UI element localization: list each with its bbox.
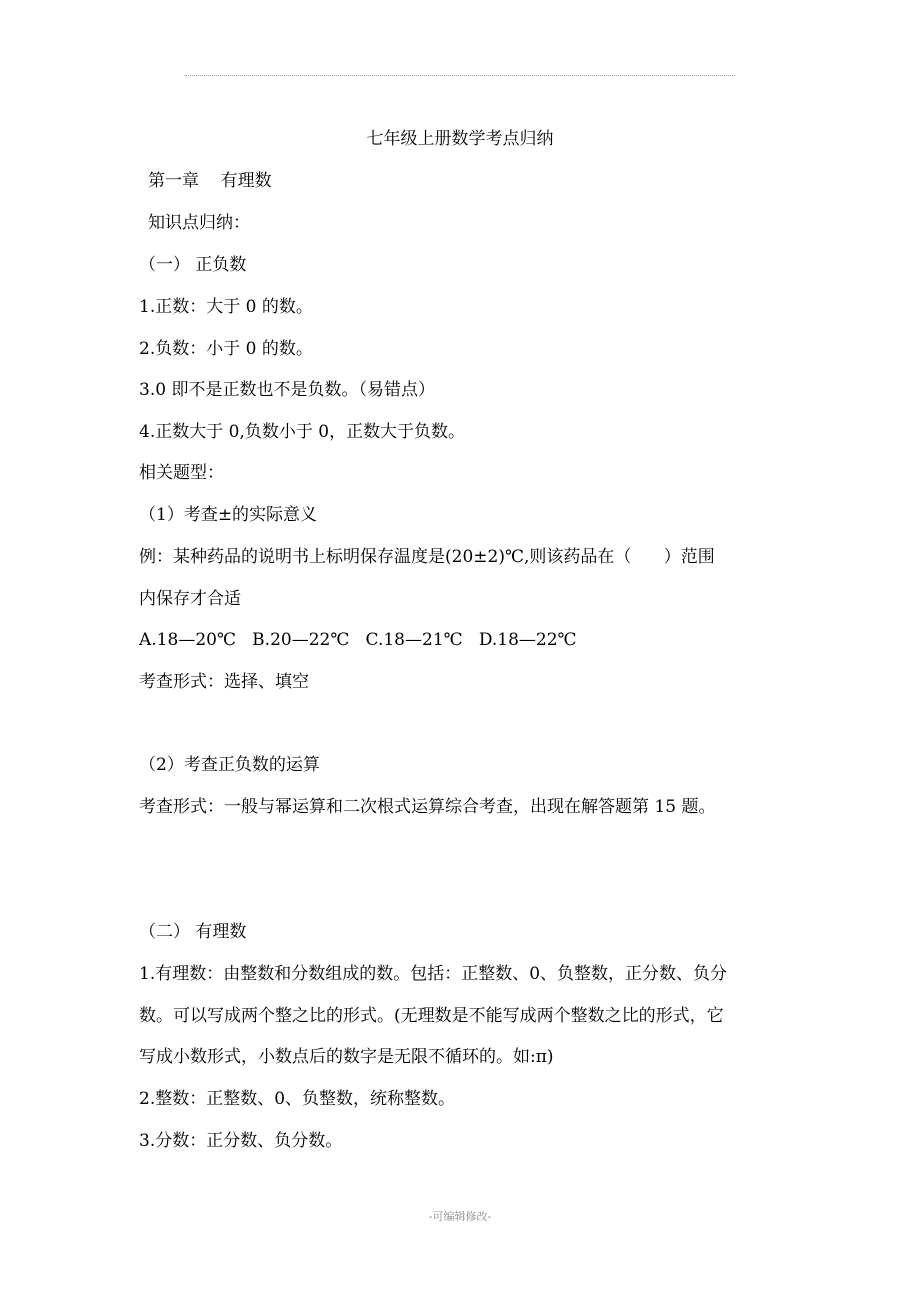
summary-heading: 知识点归纳： — [148, 213, 250, 233]
example-options: A.18—20℃ B.20—22℃ C.18—21℃ D.18—22℃ — [139, 630, 577, 650]
related-label: 相关题型： — [139, 463, 224, 483]
rational-line-2: 数。可以写成两个整之比的形式。(无理数是不能写成两个整数之比的形式，它 — [139, 1006, 724, 1026]
section-heading-rational: （二） 有理数 — [139, 922, 247, 942]
footer-note: -可编辑修改- — [428, 1210, 492, 1223]
example-line-1: 例：某种药品的说明书上标明保存温度是(20±2)℃,则该药品在（ ）范围 — [139, 547, 715, 567]
point-3: 3.0 即不是正数也不是负数。（易错点） — [139, 380, 435, 400]
chapter-heading: 第一章 有理数 — [148, 171, 272, 191]
point-1: 1.正数：大于 0 的数。 — [139, 297, 313, 317]
page-title: 七年级上册数学考点归纳 — [366, 129, 554, 149]
question-type-2-form: 考查形式：一般与幂运算和二次根式运算综合考查，出现在解答题第 15 题。 — [139, 797, 716, 817]
rational-line-1: 1.有理数：由整数和分数组成的数。包括：正整数、0、负整数，正分数、负分 — [139, 964, 728, 984]
section-heading-positive-negative: （一） 正负数 — [139, 255, 247, 275]
point-2: 2.负数：小于 0 的数。 — [139, 339, 313, 359]
example-line-2: 内保存才合适 — [139, 589, 241, 609]
question-type-1-heading: （1）考查±的实际意义 — [139, 505, 318, 525]
question-type-1-form: 考查形式：选择、填空 — [139, 672, 309, 692]
rational-line-5: 3.分数：正分数、负分数。 — [139, 1131, 343, 1151]
question-type-2-heading: （2）考查正负数的运算 — [139, 755, 320, 775]
point-4: 4.正数大于 0,负数小于 0，正数大于负数。 — [139, 422, 466, 442]
rational-line-4: 2.整数：正整数、0、负整数，统称整数。 — [139, 1089, 456, 1109]
header-rule — [185, 75, 735, 76]
rational-line-3: 写成小数形式，小数点后的数字是无限不循环的。如:π) — [139, 1047, 554, 1067]
